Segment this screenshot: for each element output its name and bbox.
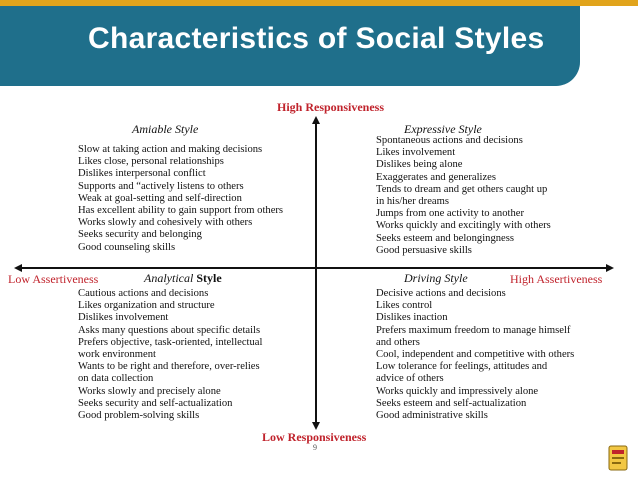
driving-item: Dislikes inaction [376, 312, 448, 324]
analytical-item: Asks many questions about specific details [78, 324, 261, 336]
expressive-item: in his/her dreams [376, 196, 449, 208]
driving-style-title: Driving Style [404, 271, 468, 285]
expressive-item: Spontaneous actions and decisions [376, 135, 523, 146]
expressive-item: Dislikes being alone [376, 159, 463, 171]
expressive-item: Good persuasive skills [376, 244, 472, 256]
analytical-item: Good problem-solving skills [78, 410, 200, 422]
analytical-item: Works slowly and precisely alone [78, 385, 221, 397]
driving-item: advice of others [376, 373, 444, 385]
analytical-item: on data collection [78, 373, 154, 385]
amiable-item: Weak at goal-setting and self-direction [78, 192, 242, 204]
amiable-item: Dislikes interpersonal conflict [78, 168, 206, 180]
analytical-item: Dislikes involvement [78, 312, 169, 324]
analytical-item: Wants to be right and therefore, over-relies [78, 361, 260, 373]
axis-label-high-responsiveness: High Responsiveness [277, 100, 385, 114]
driving-item: Seeks esteem and self-actualization [376, 397, 527, 409]
driving-item: Prefers maximum freedom to manage himself [376, 324, 571, 336]
analytical-item: Prefers objective, task-oriented, intellectual [78, 336, 263, 348]
expressive-item: Works quickly and excitingly with others [376, 220, 551, 232]
axis-label-low-responsiveness: Low Responsiveness [262, 430, 367, 444]
driving-characteristics-list [376, 288, 574, 422]
driving-item: Good administrative skills [376, 410, 488, 422]
slide-title: Characteristics of Social Styles [88, 22, 545, 55]
analytical-item: Seeks security and self-actualization [78, 397, 233, 409]
amiable-item: Has excellent ability to gain support from others [78, 205, 284, 217]
amiable-item: Likes close, personal relationships [78, 156, 224, 168]
axis-label-high-assertiveness: High Assertiveness [510, 272, 603, 286]
analytical-style-title [144, 271, 222, 286]
analytical-item: work environment [78, 349, 156, 361]
analytical-item: Likes organization and structure [78, 300, 215, 312]
driving-item: Low tolerance for feelings, attitudes and [376, 361, 548, 373]
amiable-item: Seeks security and belonging [78, 229, 202, 241]
analytical-item: Cautious actions and decisions [78, 288, 209, 299]
page-number: 9 [313, 443, 317, 452]
amiable-style-title: Amiable Style [132, 122, 199, 136]
analytical-title-italic: Analytical [144, 271, 194, 285]
driving-item: and others [376, 336, 420, 348]
amiable-item: Good counseling skills [78, 241, 176, 253]
amiable-item: Works slowly and cohesively with others [78, 217, 253, 229]
driving-item: Works quickly and impressively alone [376, 385, 539, 397]
expressive-item: Seeks esteem and belongingness [376, 232, 514, 244]
expressive-item: Likes involvement [376, 147, 456, 159]
analytical-characteristics-list [78, 288, 262, 422]
driving-item: Likes control [376, 300, 433, 312]
axis-label-low-assertiveness: Low Assertiveness [8, 272, 99, 286]
expressive-item: Tends to dream and get others caught up [376, 183, 548, 195]
expressive-item: Jumps from one activity to another [376, 208, 524, 220]
driving-item: Cool, independent and competitive with others [376, 349, 575, 361]
logo-icon [606, 443, 630, 473]
amiable-item: Supports and “actively listens to others [78, 180, 244, 192]
amiable-item: Slow at taking action and making decisions [78, 144, 263, 155]
expressive-style-title: Expressive Style [404, 122, 482, 136]
amiable-characteristics-list [78, 144, 283, 254]
expressive-item: Exaggerates and generalizes [376, 171, 496, 183]
driving-item: Decisive actions and decisions [376, 288, 506, 299]
expressive-characteristics-list [376, 135, 551, 257]
analytical-title-rest: Style [193, 271, 222, 285]
